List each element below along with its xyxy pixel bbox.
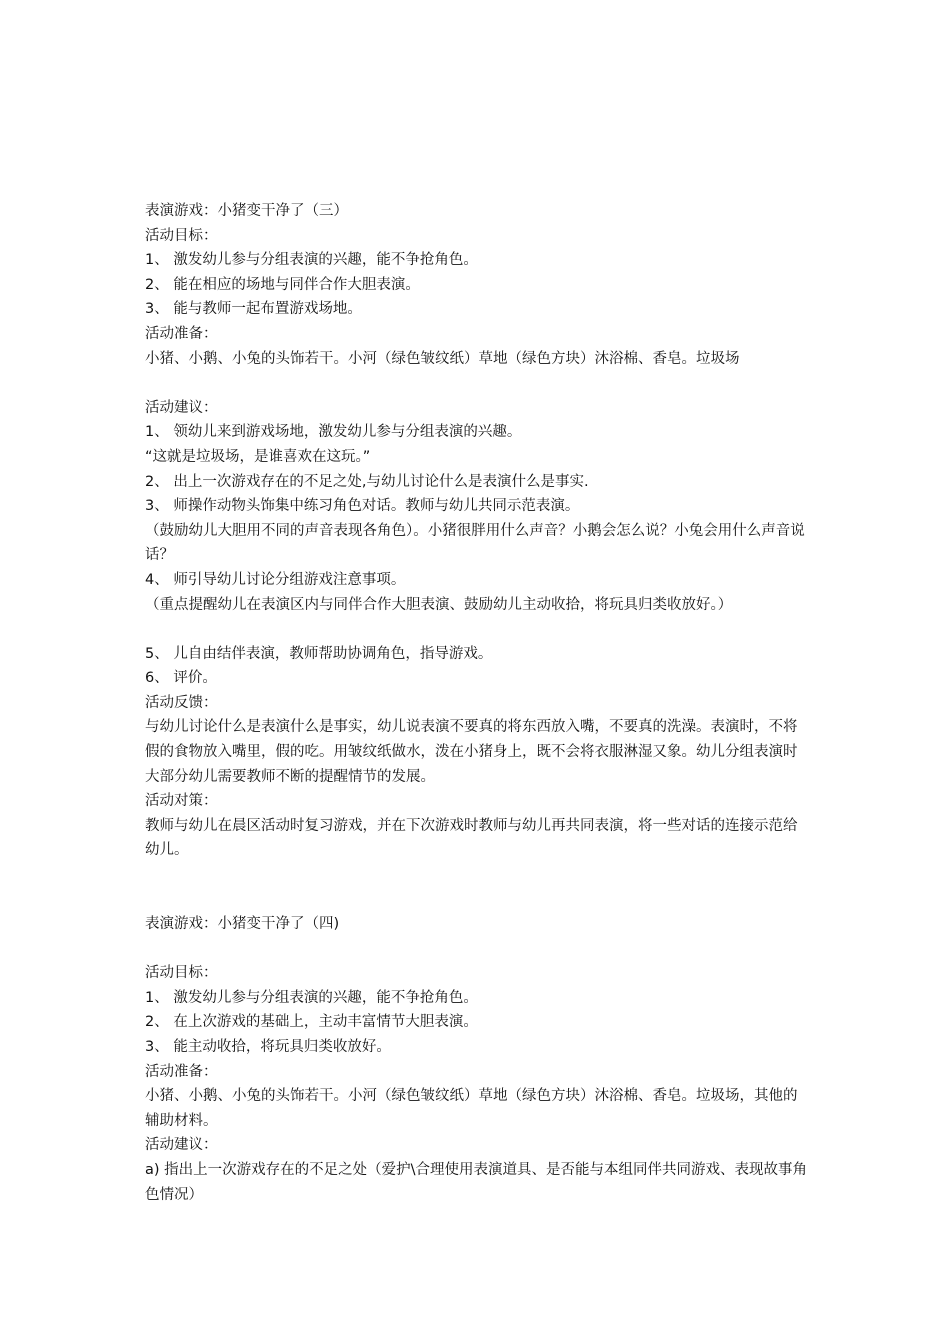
suggest-quote: “这就是垃圾场，是谁喜欢在这玩。”	[145, 448, 371, 465]
spacer	[145, 617, 810, 642]
spacer	[145, 937, 810, 962]
suggest-note: （鼓励幼儿大胆用不同的声音表现各角色）。小猪很胖用什么声音？小鹅会怎么说？小兔会用什么声音说话？	[145, 522, 805, 564]
prep-text: 小猪、小鹅、小兔的头饰若干。小河（绿色皱纹纸）草地（绿色方块）沐浴棉、香皂。垃圾场，其他的辅助材料。	[145, 1088, 798, 1129]
goal-item: 1、 激发幼儿参与分组表演的兴趣，能不争抢角色。	[145, 989, 478, 1006]
suggest-item: 2、 出上一次游戏存在的不足之处,与幼儿讨论什么是表演什么是事实.	[145, 473, 589, 490]
strategy-text: 教师与幼儿在晨区活动时复习游戏，并在下次游戏时教师与幼儿再共同表演，将一些对话的连接示范给幼儿。	[145, 817, 798, 859]
suggest-item: 4、 师引导幼儿讨论分组游戏注意事项。	[145, 571, 406, 588]
spacer	[145, 371, 810, 396]
prep-heading: 活动准备：	[145, 325, 218, 342]
suggest-heading: 活动建议：	[145, 399, 218, 416]
suggest-note: （重点提醒幼儿在表演区内与同伴合作大胆表演、鼓励幼儿主动收拾，将玩具归类收放好。）	[145, 596, 733, 613]
strategy-heading: 活动对策：	[145, 793, 218, 810]
suggest-item: a) 指出上一次游戏存在的不足之处（爱护\合理使用表演道具、是否能与本组同伴共同游戏、表现故事角色情况）	[145, 1161, 808, 1203]
goal-item: 1、 激发幼儿参与分组表演的兴趣，能不争抢角色。	[145, 252, 478, 269]
feedback-text: 与幼儿讨论什么是表演什么是事实，幼儿说表演不要真的将东西放入嘴，不要真的洗澡。表演时，不将假的食物放入嘴里，假的吃。用皱纹纸做水，泼在小猪身上，既不会将衣服淋湿又象。幼儿分组表演时大部分幼儿需要教师不断的提醒情节的发展。	[145, 719, 798, 785]
suggest-heading: 活动建议：	[145, 1137, 218, 1154]
spacer	[145, 863, 810, 912]
goals-heading: 活动目标：	[145, 965, 218, 982]
suggest-item: 3、 师操作动物头饰集中练习角色对话。教师与幼儿共同示范表演。	[145, 498, 580, 515]
section-title: 表演游戏：小猪变干净了（三）	[145, 203, 348, 219]
suggest-item: 1、 领幼儿来到游戏场地，激发幼儿参与分组表演的兴趣。	[145, 424, 522, 441]
goal-item: 2、 能在相应的场地与同伴合作大胆表演。	[145, 276, 420, 293]
goal-item: 3、 能与教师一起布置游戏场地。	[145, 301, 362, 318]
feedback-heading: 活动反馈：	[145, 694, 218, 711]
prep-text: 小猪、小鹅、小兔的头饰若干。小河（绿色皱纹纸）草地（绿色方块）沐浴棉、香皂。垃圾场	[145, 350, 740, 367]
goal-item: 3、 能主动收拾，将玩具归类收放好。	[145, 1039, 391, 1055]
suggest-item: 5、 儿自由结伴表演，教师帮助协调角色，指导游戏。	[145, 645, 493, 662]
section-title: 表演游戏：小猪变干净了（四)	[145, 916, 340, 933]
prep-heading: 活动准备：	[145, 1063, 218, 1080]
document-body	[145, 199, 810, 1207]
goals-heading: 活动目标：	[145, 227, 218, 244]
suggest-item: 6、 评价。	[145, 670, 217, 687]
goal-item: 2、 在上次游戏的基础上，主动丰富情节大胆表演。	[145, 1014, 478, 1031]
